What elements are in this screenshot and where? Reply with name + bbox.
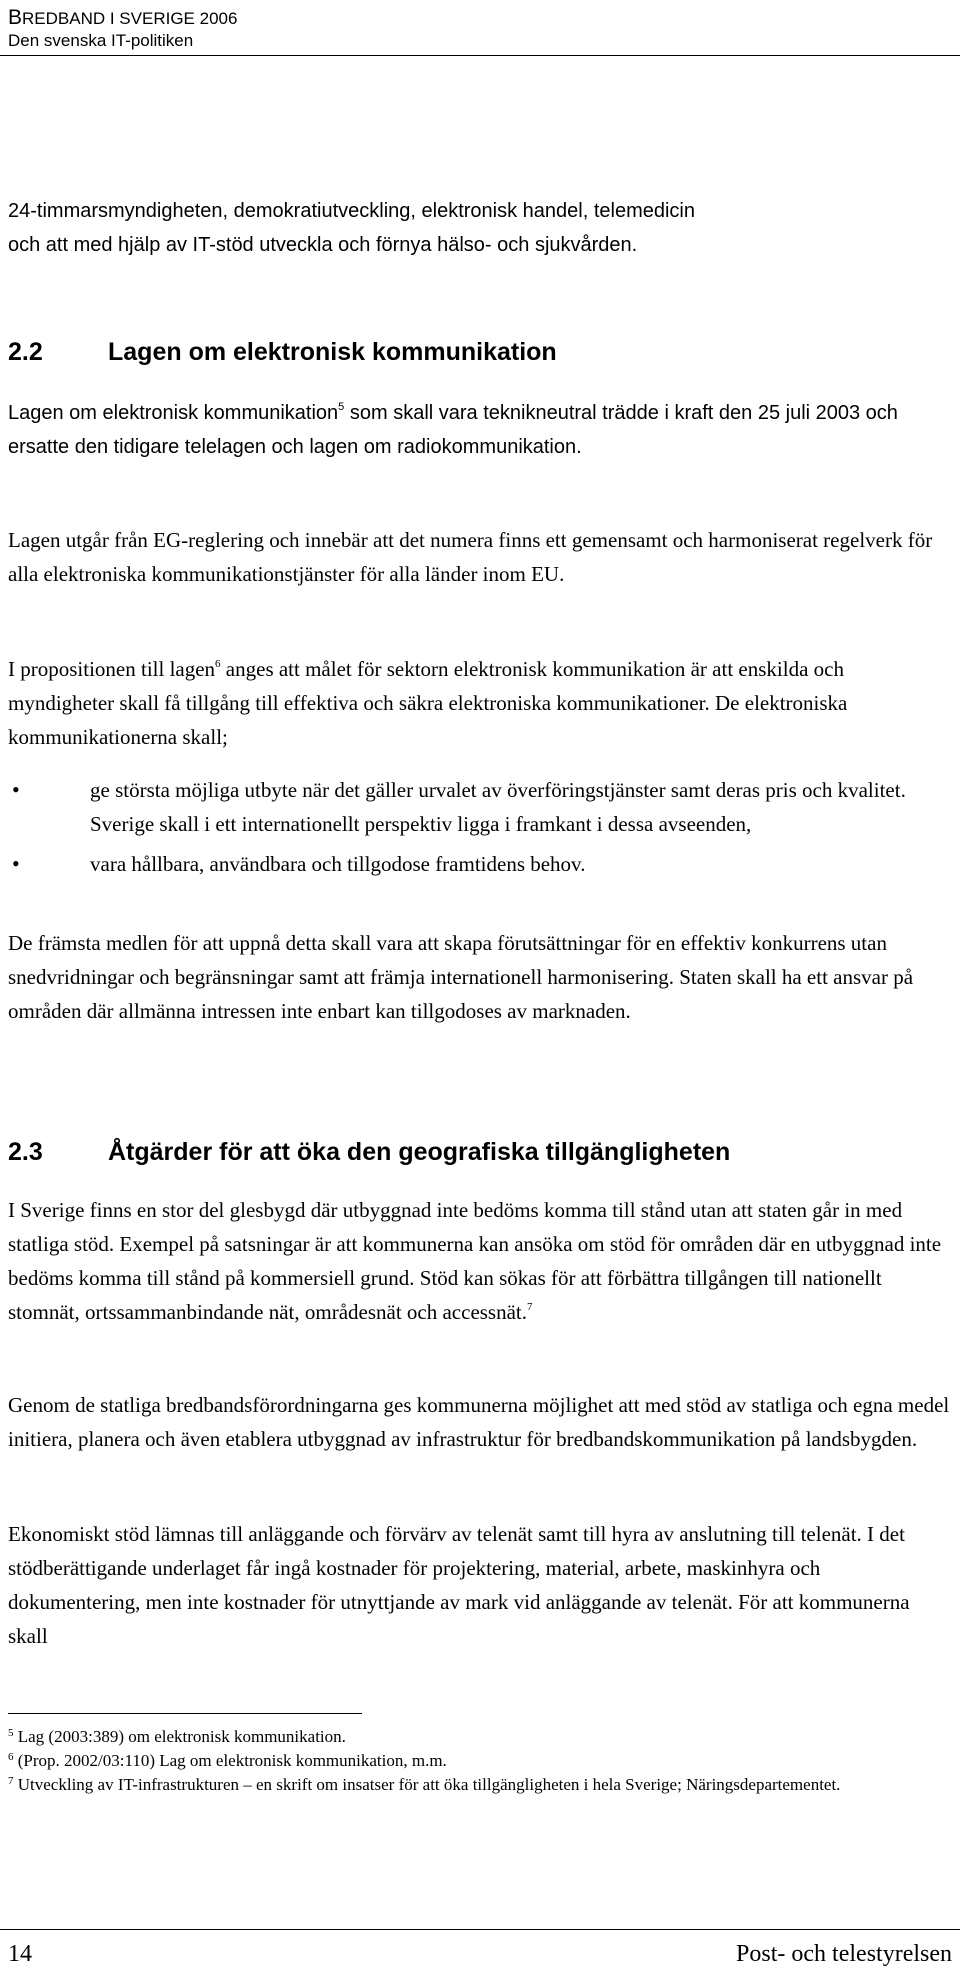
paragraph: Lagen utgår från EG-reglering och innebär att det numera finns ett gemensamt och harmoniserat regelverk för alla elektroniska kommunikationstjänster för alla länder inom EU. — [8, 528, 933, 586]
header-title-initial: B — [8, 6, 23, 29]
section-2-2-p3 — [8, 652, 953, 754]
section-2-3-p2 — [8, 1388, 953, 1456]
bullet-list-container — [8, 773, 953, 881]
paragraph-text: som skall vara teknikneutral trädde i kraft den 25 juli 2003 och ersatte den tidigare telelagen och lagen om radiokommunikation. — [8, 402, 898, 458]
footnote — [8, 1725, 953, 1749]
section-2-2-heading — [8, 338, 953, 367]
header-subtitle: Den svenska IT-politiken — [8, 31, 194, 50]
page-footer — [8, 1939, 952, 1969]
footnote — [8, 1749, 953, 1773]
footnote-text: (Prop. 2002/03:110) Lag om elektronisk kommunikation, m.m. — [13, 1751, 447, 1770]
section-number: 2.2 — [8, 338, 43, 366]
footnote-text: Utveckling av IT-infrastrukturen – en skrift om insatser för att öka tillgängligheten i hela Sverige; Näringsdepartementet. — [13, 1775, 841, 1794]
intro-line-2: och att med hjälp av IT-stöd utveckla och förnya hälso- och sjukvården. — [8, 234, 638, 256]
footnotes — [8, 1725, 953, 1797]
section-2-2-p4 — [8, 926, 953, 1028]
section-number: 2.3 — [8, 1138, 43, 1166]
footnote-divider — [8, 1713, 362, 1714]
section-title: Åtgärder för att öka den geografiska tillgängligheten — [108, 1138, 731, 1166]
intro-paragraph — [8, 194, 953, 262]
footnote-number: 5 — [8, 1727, 14, 1739]
header-divider — [0, 55, 960, 56]
footnote — [8, 1773, 953, 1797]
section-heading — [8, 1138, 953, 1167]
section-2-2-body — [8, 396, 953, 464]
section-2-3-p3 — [8, 1517, 953, 1653]
paragraph: Genom de statliga bredbandsförordningarna ges kommunerna möjlighet att med stöd av statliga och egna medel initiera, planera och även etablera utbyggnad av infrastruktur för bredbandskommunikation på landsbygden. — [8, 1393, 950, 1451]
section-2-3-heading — [8, 1138, 953, 1167]
paragraph — [8, 1193, 953, 1329]
paragraph-text: anges att målet för sektorn elektronisk kommunikation är att enskilda och myndigheter skall få tillgång till effektiva och säkra elektroniska kommunikationer. De elektroniska kommunikationerna skall; — [8, 657, 848, 749]
header-title — [8, 6, 237, 31]
paragraph — [8, 396, 953, 464]
section-2-2-p2 — [8, 523, 953, 591]
footer-divider — [0, 1929, 960, 1930]
paragraph: De främsta medlen för att uppnå detta skall vara att skapa förutsättningar för en effektiv konkurrens utan snedvridningar och begränsningar samt att främja internationell harmonisering. Staten skall ha ett ansvar på områden där allmänna intressen inte enbart kan tillgodoses av marknaden. — [8, 931, 914, 1023]
page-number: 14 — [8, 1941, 32, 1967]
paragraph-text: I Sverige finns en stor del glesbygd där utbyggnad inte bedöms komma till stånd utan att staten går in med statliga stöd. Exempel på satsningar är att kommunerna kan ansöka om stöd för områden där en utbyggnad inte bedöms komma till stånd på kommersiell grund. Stöd kan sökas för att förbättra tillgången till nationellt stomnät, ortssammanbindande nät, områdesnät och accessnät. — [8, 1198, 942, 1324]
paragraph — [8, 652, 953, 754]
footnote-ref: 7 — [527, 1301, 533, 1313]
footnote-ref: 6 — [215, 658, 221, 670]
header-title-rest: REDBAND I SVERIGE 2006 — [22, 9, 238, 28]
footnote-text: Lag (2003:389) om elektronisk kommunikation. — [13, 1727, 346, 1746]
list-item: • ge största möjliga utbyte när det gäller urvalet av överföringstjänster samt deras pris och kvalitet. Sverige skall i ett internationellt perspektiv ligga i framkant i dessa avseenden, — [8, 773, 953, 841]
intro-line-1: 24-timmarsmyndigheten, demokratiutveckling, elektronisk handel, telemedicin — [8, 200, 695, 222]
section-title: Lagen om elektronisk kommunikation — [108, 338, 557, 366]
paragraph-text: I propositionen till lagen — [8, 657, 216, 681]
bullet-list — [8, 773, 953, 881]
section-2-3-p1 — [8, 1193, 953, 1329]
publisher-name: Post- och telestyrelsen — [736, 1941, 952, 1967]
footnote-number: 6 — [8, 1751, 14, 1763]
list-item: • vara hållbara, användbara och tillgodose framtidens behov. — [8, 847, 953, 881]
running-header — [8, 6, 237, 51]
paragraph: Ekonomiskt stöd lämnas till anläggande och förvärv av telenät samt till hyra av anslutning till telenät. I det stödberättigande underlaget får ingå kostnader för projektering, material, arbete, maskinhyra och dokumentering, men inte kostnader för utnyttjande av mark vid anläggande av telenät. För att kommunerna skall — [8, 1522, 910, 1648]
paragraph-text: Lagen om elektronisk kommunikation — [8, 402, 339, 424]
footnote-ref: 5 — [338, 401, 345, 413]
section-heading — [8, 338, 953, 367]
footnote-number: 7 — [8, 1775, 14, 1787]
